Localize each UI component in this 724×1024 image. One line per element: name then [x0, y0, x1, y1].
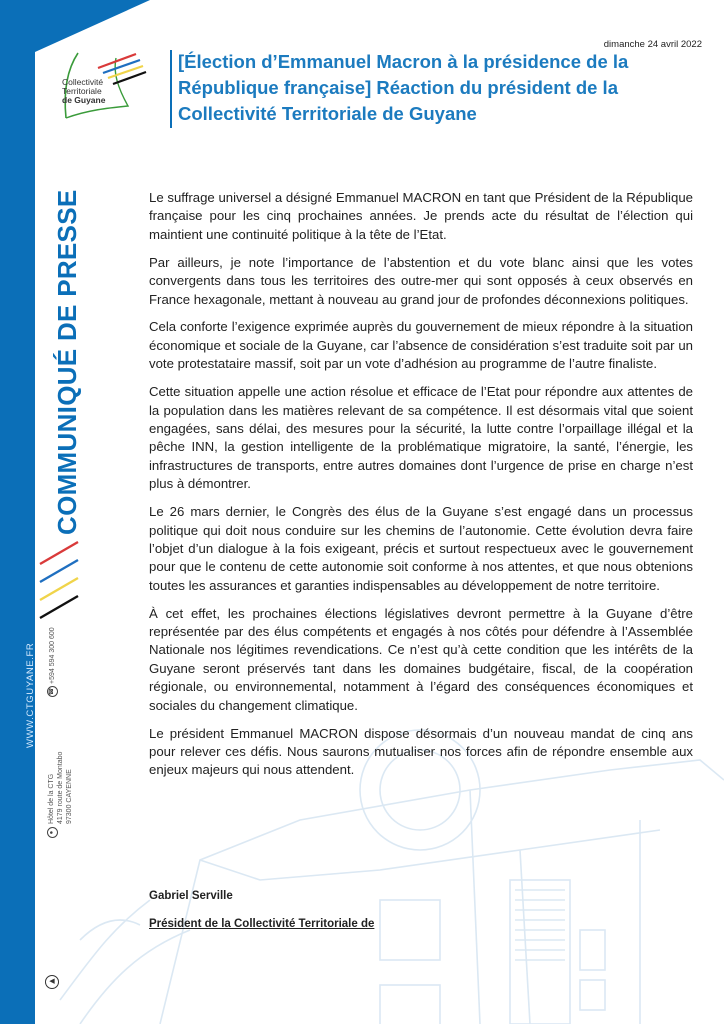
- address-line-1: Hôtel de la CTG: [48, 773, 55, 824]
- speaker-icon: ◀: [45, 975, 59, 989]
- logo-line-1: Collectivité: [62, 77, 104, 87]
- phone-contact: [47, 627, 58, 697]
- logo-line-3: de Guyane: [62, 95, 106, 105]
- paragraph: Cette situation appelle une action résolue et efficace de l’Etat pour répondre aux attentes de la population dans les matières relevant de sa compétence. Il est désormais vital que soient engagées, sans délai, des mesures pour la sécurité, la lutte contre l’orpaillage illégal et la pêche INN, la gestion intelligente de la problématique migratoire, la santé, l’énergie, les infrastructures de transports, entre autres domaines dont l’urgence de prise en charge n’est plus à démontrer.: [149, 384, 693, 492]
- address-line-3: 97300 CAYENNE: [66, 769, 73, 824]
- logo-line-2: Territoriale: [62, 86, 102, 96]
- paragraph: À cet effet, les prochaines élections législatives devront permettre à la Guyane d’être représentée par des élus compétents et engagés à nos côtés pour défendre à l’Assemblée Nationale nos légitimes revendications. Ce n’est qu’à cette condition que les intérêts de la Guyane seront préservés tant dans les domaines budgétaire, fiscal, de la coopération régionale, ou environnemental, notamment à l’égard des conséquences économiques et sociales du changement climatique.: [149, 605, 693, 713]
- website-link[interactable]: WWW.CTGUYANE.FR: [25, 642, 36, 748]
- page-title: [Élection d’Emmanuel Macron à la présidence de la République française] Réaction du président de la Collectivité Territoriale de Guyane: [178, 51, 629, 124]
- location-pin-icon: ●: [47, 827, 58, 838]
- paragraph: Le 26 mars dernier, le Congrès des élus de la Guyane s’est engagé dans un processus politique qui doit nous conduire sur les chemins de l’autonomie. Cette évolution devra faire l’objet d’un dialogue à la fois exigeant, précis et surtout respectueux avec le gouvernement pour que le contenu de cette autonomie soit conforme à nos attentes, et que nous obtenions toutes les assurances et garanties indispensables au développement de notre territoire.: [149, 504, 693, 593]
- address-line-2: 4179 route de Montabo: [57, 751, 64, 824]
- press-release-label: COMMUNIQUÉ DE PRESSE: [52, 189, 82, 535]
- publication-date: dimanche 24 avril 2022: [603, 39, 702, 50]
- paragraph: Le président Emmanuel MACRON dispose désormais d’un nouveau mandat de cinq ans pour relever ces défis. Nous saurons mutualiser nos forces afin de répondre ensemble aux enjeux majeurs qui nous attendent.: [149, 725, 693, 778]
- stripe-black: [40, 596, 78, 618]
- signatory-title: Président de la Collectivité Territoriale de: [149, 918, 375, 930]
- stripe-yellow: [40, 578, 78, 600]
- title-accent-bar: [170, 50, 172, 128]
- phone-icon: ☎: [47, 686, 58, 697]
- address-contact: [47, 752, 74, 838]
- logo-text: [62, 78, 105, 105]
- phone-number: +594 594 300 600: [49, 627, 56, 684]
- press-release-body: [149, 189, 693, 789]
- stripe-red: [40, 542, 78, 564]
- paragraph: Le suffrage universel a désigné Emmanuel MACRON en tant que Président de la République française pour les cinq prochaines années. Je prends acte du résultat de l’élection qui maintient une continuité politique à la tête de l’Etat.: [149, 190, 693, 242]
- sidebar-band: [0, 0, 35, 1024]
- color-stripes: [36, 540, 80, 620]
- paragraph: Par ailleurs, je note l’importance de l’abstention et du vote blanc ainsi que les votes convergents dans tous les territoires des outre-mer qui sont opposés à ceux observés en France hexagonale, mettant à nouveau au grand jour de profondes déconnexions politiques.: [149, 254, 693, 307]
- stripe-blue: [40, 560, 78, 582]
- signatory-name: Gabriel Serville: [149, 890, 233, 902]
- paragraph: Cela conforte l’exigence exprimée auprès du gouvernement de mieux répondre à la situation économique et sociale de la Guyane, car l’absence de considération s’est traduite soit par un vote protestataire massif, soit par un vote d’adhésion au programme de l’autre finaliste.: [149, 319, 693, 372]
